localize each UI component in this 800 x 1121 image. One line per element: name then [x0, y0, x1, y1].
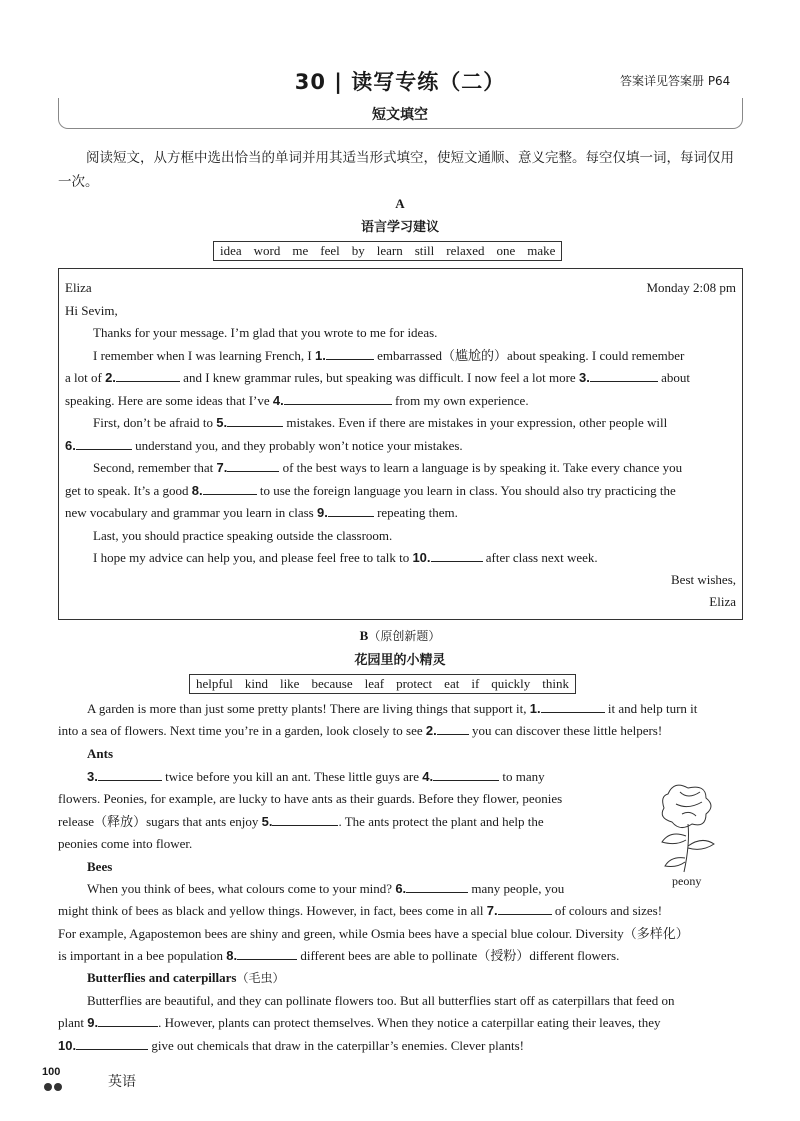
subsection-title-ants: Ants — [87, 746, 114, 761]
blank — [237, 946, 297, 960]
passage-line: 10. give out chemicals that draw in the caterpillar’s enemies. Clever plants! — [58, 1038, 524, 1053]
word-bank-item: think — [542, 676, 570, 691]
word-bank-b — [189, 674, 576, 694]
letter-line: get to speak. It’s a good 8. to use the foreign language you learn in class. You should also try practicing the — [65, 483, 676, 498]
blank — [541, 699, 605, 713]
letter-line: a lot of 2. and I knew grammar rules, but speaking was difficult. I now feel a lot more 3. about — [65, 370, 690, 385]
blank — [227, 458, 279, 472]
word-bank-item: if — [471, 676, 480, 691]
blank — [284, 391, 392, 405]
blank — [116, 368, 180, 382]
passage-line: release（释放）sugars that ants enjoy 5. . The ants protect the plant and help the — [58, 814, 544, 829]
instructions: 阅读短文，从方框中选出恰当的单词并用其适当形式填空，使短文通顺、意义完整。每空仅填一词，每词仅用一次。 — [58, 150, 734, 190]
section-a-heading: 语言学习建议 — [360, 220, 439, 235]
letter-line: Second, remember that 7. of the best ways to learn a language is by speaking it. Take every chance you — [93, 460, 683, 475]
word-bank-item: quickly — [491, 676, 531, 691]
blank — [437, 721, 469, 735]
word-bank-item: one — [496, 243, 516, 258]
mascot-icon — [42, 1080, 64, 1094]
passage-line: 3. twice before you kill an ant. These little guys are 4. to many — [87, 769, 545, 784]
word-bank-item: because — [311, 676, 353, 691]
letter-line: 6. understand you, and they probably won’t notice your mistakes. — [65, 438, 463, 453]
blank — [406, 879, 468, 893]
blank — [203, 481, 257, 495]
word-bank-item: by — [351, 243, 365, 258]
passage-line: might think of bees as black and yellow things. However, in fact, bees come in all 7. of colours and sizes! — [58, 903, 663, 918]
letter-line: Thanks for your message. I’m glad that you wrote to me for ideas. — [93, 325, 438, 340]
blank — [98, 1013, 158, 1027]
section-b-heading: 花园里的小精灵 — [354, 653, 446, 668]
word-bank-item: relaxed — [446, 243, 485, 258]
page-number: 100 — [42, 1066, 61, 1078]
section-b-label: B（原创新题） — [359, 628, 441, 643]
letter-line: I hope my advice can help you, and please feel free to talk to 10. after class next week. — [93, 550, 598, 565]
letter-line: Last, you should practice speaking outside the classroom. — [93, 528, 393, 543]
blank — [272, 812, 338, 826]
letter-line: speaking. Here are some ideas that I’ve 4. from my own experience. — [65, 393, 529, 408]
letter-line: First, don’t be afraid to 5. mistakes. Even if there are mistakes in your expression, other people will — [93, 415, 668, 430]
word-bank-item: leaf — [364, 676, 385, 691]
letter-line: I remember when I was learning French, I 1. embarrassed（尴尬的）about speaking. I could remember — [93, 348, 685, 363]
blank — [227, 413, 283, 427]
letter-time: Monday 2:08 pm — [646, 280, 736, 295]
word-bank-item: still — [414, 243, 435, 258]
blank — [431, 548, 483, 562]
letter-greeting: Hi Sevim, — [65, 303, 118, 318]
passage-line: flowers. Peonies, for example, are lucky to have ants as their guards. Before they flower, peonies — [58, 791, 563, 806]
passage-line: plant 9. . However, plants can protect themselves. When they notice a caterpillar eating their leaves, they — [58, 1015, 661, 1030]
peony-caption: peony — [672, 874, 702, 888]
word-bank-item: idea — [220, 243, 242, 258]
blank — [98, 767, 162, 781]
word-bank-item: kind — [244, 676, 268, 691]
subsection-title-butterflies: Butterflies and caterpillars（毛虫） — [87, 970, 285, 985]
letter-from: Eliza — [65, 280, 92, 295]
word-bank-a — [213, 241, 562, 261]
passage-line: peonies come into flower. — [58, 836, 193, 851]
blank — [328, 503, 374, 517]
word-bank-item: word — [253, 243, 281, 258]
letter-box — [58, 268, 743, 620]
word-bank-item: like — [279, 676, 300, 691]
section-a-label: A — [395, 196, 405, 211]
word-bank-item: feel — [320, 243, 340, 258]
word-bank-item: make — [527, 243, 556, 258]
letter-closing: Best wishes, — [671, 572, 736, 587]
passage-line: For example, Agapostemon bees are shiny and green, while Osmia bees have a special blue colour. Diversity（多样化） — [58, 926, 689, 941]
blank — [76, 436, 132, 450]
passage-line: A garden is more than just some pretty plants! There are living things that support it, 1. it and help turn it — [87, 701, 698, 716]
passage-line: When you think of bees, what colours come to your mind? 6. many people, you — [87, 881, 565, 896]
answer-reference: 答案详见答案册 P64 — [620, 74, 731, 88]
blank — [76, 1036, 148, 1050]
blank — [498, 901, 552, 915]
passage-line: into a sea of flowers. Next time you’re in a garden, look closely to see 2. you can discover these little helpers! — [58, 723, 663, 738]
blank — [326, 346, 374, 360]
word-bank-item: protect — [396, 676, 433, 691]
section-subtitle: 短文填空 — [372, 107, 428, 123]
subsection-title-bees: Bees — [87, 859, 113, 874]
peony-illustration — [648, 768, 728, 874]
word-bank-item: helpful — [196, 676, 233, 691]
page-title: 30 | 读写专练（二） — [294, 70, 506, 94]
letter-line: new vocabulary and grammar you learn in class 9. repeating them. — [65, 505, 458, 520]
word-bank-item: eat — [444, 676, 460, 691]
passage-line: is important in a bee population 8. different bees are able to pollinate（授粉）different flowers. — [58, 948, 620, 963]
word-bank-item: learn — [376, 243, 403, 258]
blank — [590, 368, 658, 382]
letter-signature: Eliza — [709, 594, 736, 609]
passage-line: Butterflies are beautiful, and they can pollinate flowers too. But all butterflies start off as caterpillars that feed on — [87, 993, 675, 1008]
blank-number: 1. — [315, 348, 326, 363]
subject-label: 英语 — [108, 1074, 136, 1090]
word-bank-item: me — [292, 243, 309, 258]
blank — [433, 767, 499, 781]
